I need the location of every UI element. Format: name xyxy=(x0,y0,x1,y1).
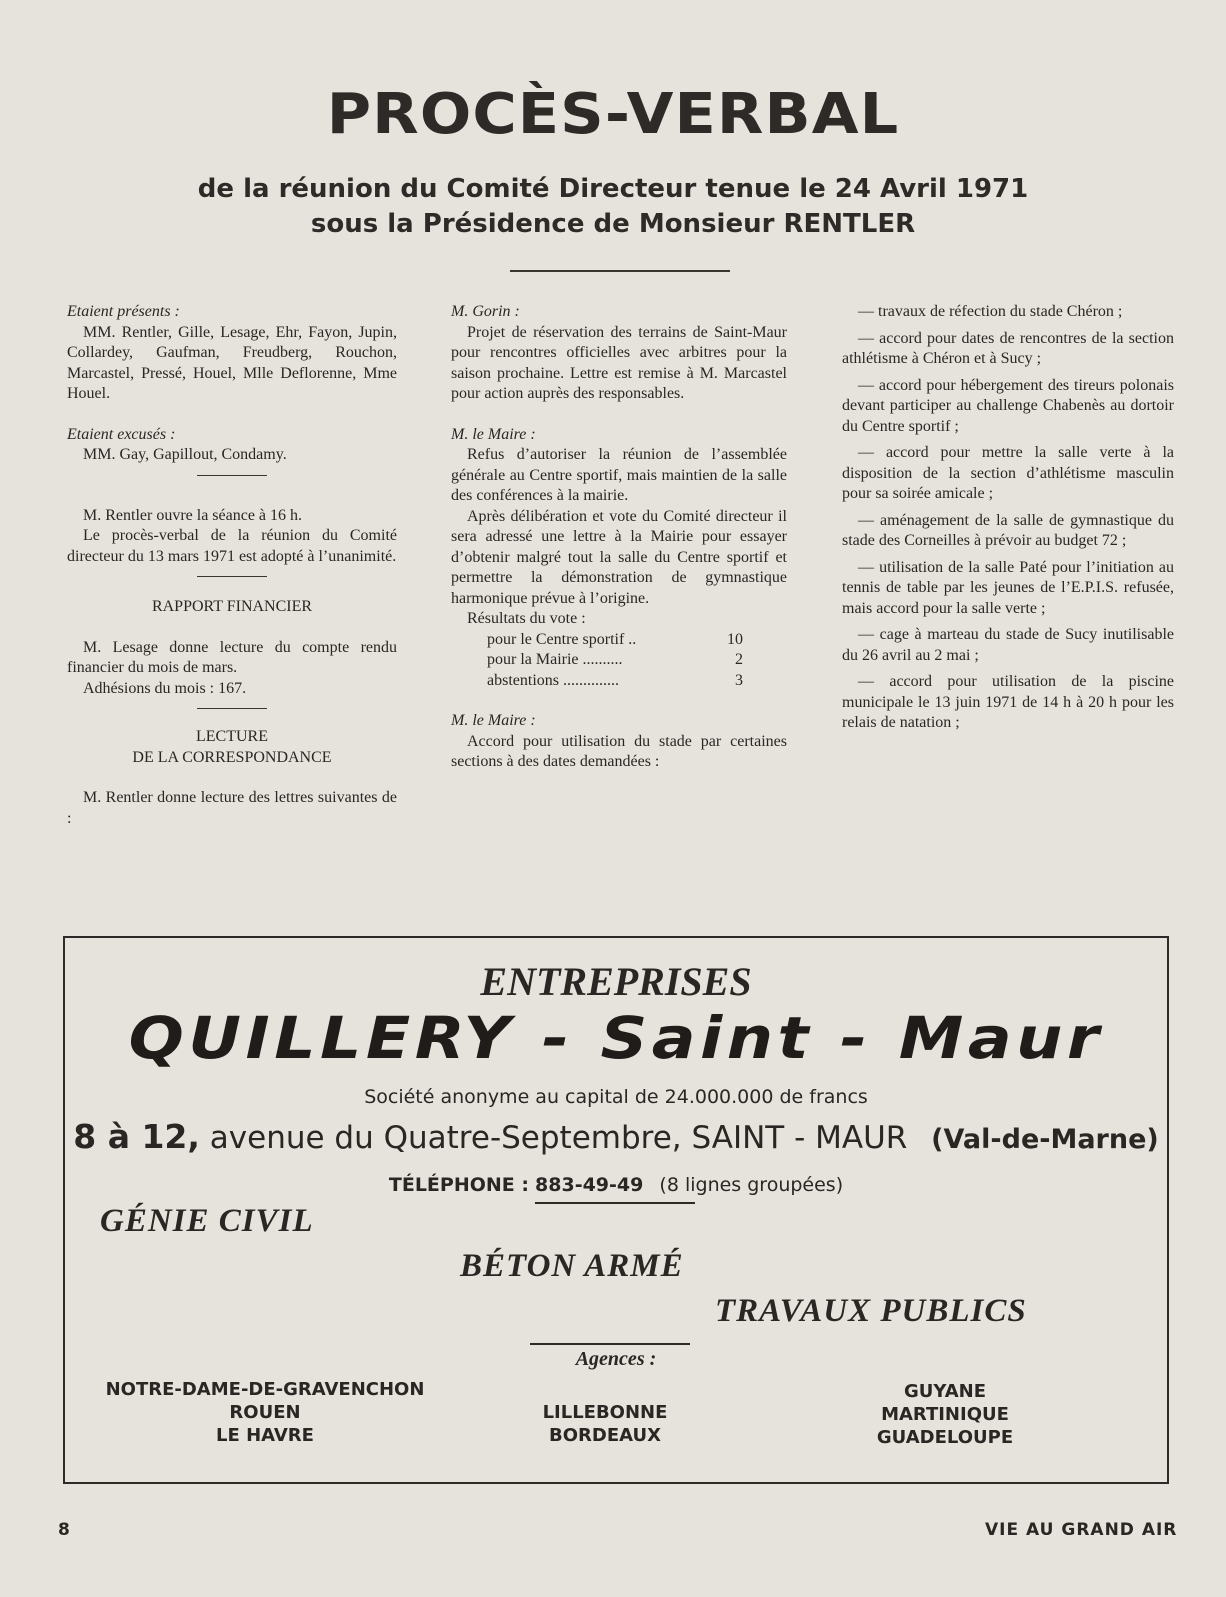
column-2 xyxy=(451,302,787,773)
excuses-label: Etaient excusés : xyxy=(67,425,176,443)
list-item: — travaux de réfection du stade Chéron ; xyxy=(858,303,1123,320)
vote-label: Résultats du vote : xyxy=(467,610,586,627)
vote-row xyxy=(451,671,787,692)
agency-item: NOTRE-DAME-DE-GRAVENCHON xyxy=(105,1379,425,1400)
ad-address-street: avenue du Quatre-Septembre, SAINT - MAUR xyxy=(209,1120,908,1156)
ad-trade-beton-arme: BÉTON ARMÉ xyxy=(460,1248,684,1284)
list-item: — cage à marteau du stade de Sucy inutilisable du 26 avril au 2 mai ; xyxy=(842,626,1174,664)
maire-paragraph-3: Accord pour utilisation du stade par certaines sections à des dates demandées : xyxy=(451,732,787,770)
maire-label-2: M. le Maire : xyxy=(451,712,536,729)
list-item: — aménagement de la salle de gymnastique du stade des Corneilles à prévoir au budget 72 ; xyxy=(842,511,1174,549)
agency-column-right xyxy=(825,1380,1065,1449)
section-divider xyxy=(197,576,267,577)
page-title: PROCÈS-VERBAL xyxy=(326,82,900,147)
list-item: — accord pour utilisation de la piscine municipale le 13 juin 1971 de 14 h à 20 h pour les relais de natation ; xyxy=(842,673,1174,731)
list-item: — accord pour dates de rencontres de la section athlétisme à Chéron et à Sucy ; xyxy=(842,329,1174,367)
agency-item: MARTINIQUE xyxy=(881,1404,1009,1425)
list-item: — accord pour hébergement des tireurs polonais devant participer au challenge Chabenès au dortoir du Centre sportif ; xyxy=(842,376,1174,435)
maire-paragraph-2: Après délibération et vote du Comité directeur il sera adressé une lettre à la Mairie pour essayer d’obtenir malgré tout la salle du Centre sportif et permettre la démonstration de gymnastique harmonique prévue à l’origine. xyxy=(451,507,787,607)
ad-capital: Société anonyme au capital de 24.000.000 de francs xyxy=(364,1086,868,1108)
opening-paragraph-1: M. Rentler ouvre la séance à 16 h. xyxy=(83,506,303,524)
publication-name: VIE AU GRAND AIR xyxy=(985,1520,1178,1540)
title-divider xyxy=(510,270,730,272)
agency-column-left xyxy=(95,1378,435,1447)
ad-divider xyxy=(530,1343,690,1345)
presents-text: MM. Rentler, Gille, Lesage, Ehr, Fayon, Jupin, Collardey, Gaufman, Freudberg, Rouchon, Marcastel, Pressé, Houel, Mlle Deflorenne, Mme Houel. xyxy=(67,323,397,402)
ad-address-number: 8 à 12, xyxy=(73,1117,200,1156)
ad-divider xyxy=(535,1202,695,1204)
subtitle-line-1: de la réunion du Comité Directeur tenue le 24 Avril 1971 xyxy=(197,174,1029,204)
agency-column-middle xyxy=(495,1401,715,1447)
ad-phone-label: TÉLÉPHONE : xyxy=(388,1174,529,1196)
rapport-paragraph-1: M. Lesage donne lecture du compte rendu financier du mois de mars. xyxy=(67,638,397,676)
vote-row-value: 10 xyxy=(727,630,743,648)
advertisement-box xyxy=(63,936,1169,1484)
ad-entreprises: ENTREPRISES xyxy=(480,959,752,1004)
subtitle-line-2: sous la Présidence de Monsieur RENTLER xyxy=(310,209,916,239)
agency-item: GUYANE xyxy=(904,1381,986,1402)
maire-label-1: M. le Maire : xyxy=(451,425,536,443)
column-3 xyxy=(842,302,1174,740)
ad-phone xyxy=(65,1174,1167,1196)
lecture-heading-2: DE LA CORRESPONDANCE xyxy=(132,748,332,766)
ad-address xyxy=(65,1117,1167,1156)
lecture-paragraph: M. Rentler donne lecture des lettres suivantes de : xyxy=(67,789,397,827)
vote-row-value: 3 xyxy=(735,671,743,689)
vote-row-value: 2 xyxy=(735,651,743,668)
ad-agences-label: Agences : xyxy=(575,1348,657,1370)
ad-trade-travaux-publics: TRAVAUX PUBLICS xyxy=(715,1293,1027,1329)
vote-row-label: pour la Mairie .......... xyxy=(487,651,623,668)
list-item: — accord pour mettre la salle verte à la disposition de la section d’athlétisme masculin pour sa soirée amicale ; xyxy=(842,444,1174,502)
ad-address-region: (Val-de-Marne) xyxy=(931,1124,1159,1155)
rapport-paragraph-2: Adhésions du mois : 167. xyxy=(83,679,247,697)
agency-item: GUADELOUPE xyxy=(876,1427,1014,1448)
vote-row-label: abstentions .............. xyxy=(487,671,619,689)
gorin-label: M. Gorin : xyxy=(451,303,520,320)
maire-paragraph-1: Refus d’autoriser la réunion de l’assemblée générale au Centre sportif, mais maintien de la salle des conférences à la mairie. xyxy=(451,446,787,504)
agency-item: LE HAVRE xyxy=(216,1425,314,1446)
section-divider xyxy=(197,708,267,709)
presents-label: Etaient présents : xyxy=(67,303,180,320)
gorin-text: Projet de réservation des terrains de Saint-Maur pour rencontres officielles avec arbitres pour la saison prochaine. Lettre est remise à M. Marcastel pour action auprès des responsables. xyxy=(451,323,787,402)
list-item: — utilisation de la salle Paté pour l’initiation au tennis de table par les jeunes de l’E.P.I.S. refusée, mais accord pour la salle verte ; xyxy=(842,558,1174,617)
agency-item: LILLEBONNE xyxy=(542,1402,668,1423)
ad-company-name: QUILLERY - Saint - Maur xyxy=(128,1004,1104,1072)
excuses-text: MM. Gay, Gapillout, Condamy. xyxy=(83,446,287,463)
agency-item: BORDEAUX xyxy=(549,1425,661,1446)
ad-phone-lines: (8 lignes groupées) xyxy=(659,1174,844,1196)
opening-paragraph-2: Le procès-verbal de la réunion du Comité directeur du 13 mars 1971 est adopté à l’unanimité. xyxy=(67,527,397,565)
page-number: 8 xyxy=(58,1520,70,1540)
vote-row-label: pour le Centre sportif .. xyxy=(487,630,637,648)
vote-row xyxy=(451,650,787,671)
ad-trade-genie-civil: GÉNIE CIVIL xyxy=(100,1203,314,1239)
column-1 xyxy=(67,302,397,829)
agency-item: ROUEN xyxy=(229,1402,301,1423)
rapport-heading: RAPPORT FINANCIER xyxy=(151,598,313,615)
vote-row xyxy=(451,630,787,651)
section-divider xyxy=(197,475,267,476)
lecture-heading-1: LECTURE xyxy=(196,728,268,745)
ad-phone-number: 883-49-49 xyxy=(535,1174,644,1196)
